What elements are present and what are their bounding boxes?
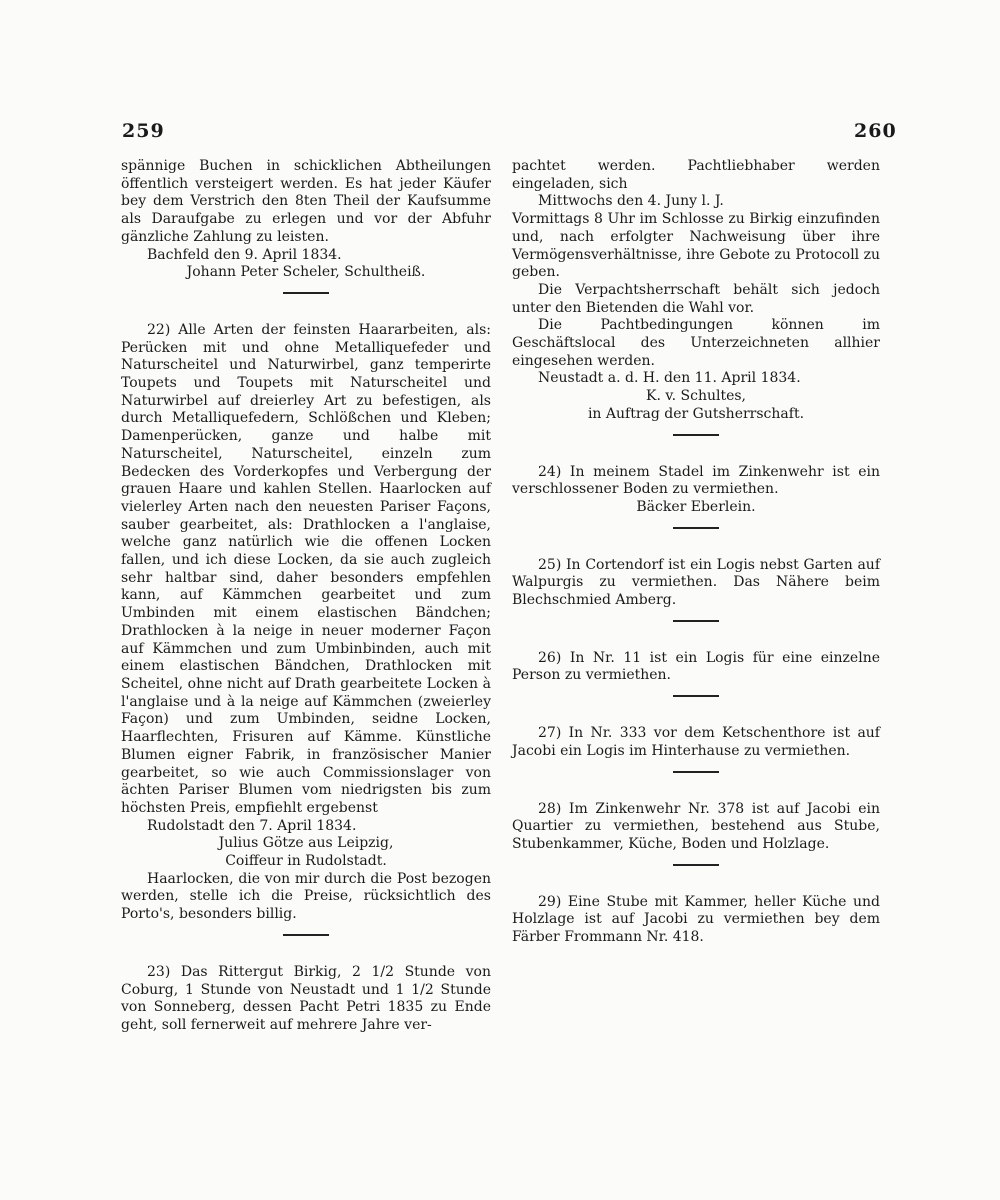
- notice-23-text: 23) Das Rittergut Birkig, 2 1/2 Stunde von Coburg, 1 Stunde von Neustadt und 1 1/2 Stunde von Sonneberg, dessen Pacht Petri 1835 zu Ende geht, soll fernerweit auf mehrere Jahre ver-: [121, 963, 491, 1033]
- notice-22-signature-title: Coiffeur in Rudolstadt.: [225, 853, 387, 870]
- left-column: [121, 158, 491, 1035]
- notice-22-date: Rudolstadt den 7. April 1834.: [147, 817, 357, 834]
- notice-24-signature: Bäcker Eberlein.: [636, 498, 756, 515]
- notice-23-continuation: pachtet werden. Pachtliebhaber werden eingeladen, sich: [512, 158, 880, 192]
- notice-continuation: spännige Buchen in schicklichen Abtheilungen öffentlich versteigert werden. Es hat jeder Käufer bey dem Verstrich den 8ten Theil der Kaufsumme als Daraufgabe zu erlegen und vor der Abfuhr gänzliche Zahlung zu leisten.: [121, 158, 491, 245]
- notice-28-text: 28) Im Zinkenwehr Nr. 378 ist auf Jacobi ein Quartier zu vermiethen, bestehend aus Stube, Stubenkammer, Küche, Boden und Holzlage.: [512, 800, 880, 852]
- notice-27-text: 27) In Nr. 333 vor dem Ketschenthore ist auf Jacobi ein Logis im Hinterhause zu vermiethen.: [512, 725, 880, 759]
- notice-23-reservation: Die Verpachtsherrschaft behält sich jedoch unter den Bietenden die Wahl vor.: [512, 281, 880, 316]
- notice-22-signature-name: Julius Götze aus Leipzig,: [218, 835, 394, 852]
- notice-date: Bachfeld den 9. April 1834.: [147, 246, 342, 263]
- notice-23-terms: Vormittags 8 Uhr im Schlosse zu Birkig einzufinden und, nach erfolgter Nachweisung über ihre Vermögensverhältnisse, ihre Gebote zu Protocoll zu geben.: [512, 211, 881, 281]
- notice-22-text: 22) Alle Arten der feinsten Haararbeiten, als: Perücken mit und ohne Metalliquefeder und Naturscheitel und Naturwirbel, ganz temperirte Toupets und Toupets mit Naturscheitel und Naturwirbel auf dreierley Art zu befestigen, als durch Metalliquefedern, Schlößchen und Kleben; Damenperücken, ganze und halbe mit Naturscheitel, Naturscheitel, einzeln zum Bedecken des Vorderkopfes und Verbergung der grauen Haare und kahlen Stellen. Haarlocken auf vielerley Arten nach den neuesten Pariser Façons, sauber gearbeitet, als: Drathlocken a l'anglaise, welche ganz natürlich wie die offenen Locken fallen, und ich diese Locken, da sie auch zugleich sehr haltbar sind, daher besonders empfehlen kann, auf Kämmchen gearbeitet und zum Umbinden mit einem elastischen Bändchen; Drathlocken à la neige in neuer moderner Façon auf Kämmchen und zum Umbinbinden, auch mit einem elastischen Bändchen, Drathlocken mit Scheitel, ohne nicht auf Drath gearbeitete Locken à l'anglaise und à la neige auf Kämmchen (zweierley Façon) und zum Umbinden, seidne Locken, Haarflechten, Frisuren auf Kämme. Künstliche Blumen eigner Fabrik, in französischer Manier gearbeitet, so wie auch Commissionslager von ächten Pariser Blumen vom niedrigsten bis zum höchsten Preis, empfiehlt ergebenst: [121, 321, 491, 816]
- notice-23-signature-name: K. v. Schultes,: [646, 388, 746, 405]
- notice-25-text: 25) In Cortendorf ist ein Logis nebst Garten auf Walpurgis zu vermiethen. Das Nähere beim Blechschmied Amberg.: [512, 556, 880, 609]
- notice-23-auction-date: Mittwochs den 4. Juny l. J.: [538, 193, 724, 210]
- notice-22-postscript: Haarlocken, die von mir durch die Post bezogen werden, stelle ich die Preise, rücksichtlich des Porto's, besonders billig.: [121, 870, 491, 923]
- notice-signature: Johann Peter Scheler, Schultheiß.: [186, 264, 426, 281]
- page-number-left: 259: [122, 120, 165, 142]
- page-number-right: 260: [854, 120, 897, 142]
- notice-23-conditions: Die Pachtbedingungen können im Geschäftslocal des Unterzeichneten allhier eingesehen werden.: [512, 317, 880, 369]
- notice-26-text: 26) In Nr. 11 ist ein Logis für eine einzelne Person zu vermiethen.: [512, 649, 880, 684]
- notice-29-text: 29) Eine Stube mit Kammer, heller Küche und Holzlage ist auf Jacobi zu vermiethen bey dem Färber Frommann Nr. 418.: [512, 893, 880, 946]
- notice-23-place-date: Neustadt a. d. H. den 11. April 1834.: [538, 370, 801, 387]
- notice-24-text: 24) In meinem Stadel im Zinkenwehr ist ein verschlossener Boden zu vermiethen.: [512, 463, 880, 498]
- notice-23-signature-title: in Auftrag der Gutsherrschaft.: [587, 405, 805, 422]
- right-column: [512, 158, 880, 947]
